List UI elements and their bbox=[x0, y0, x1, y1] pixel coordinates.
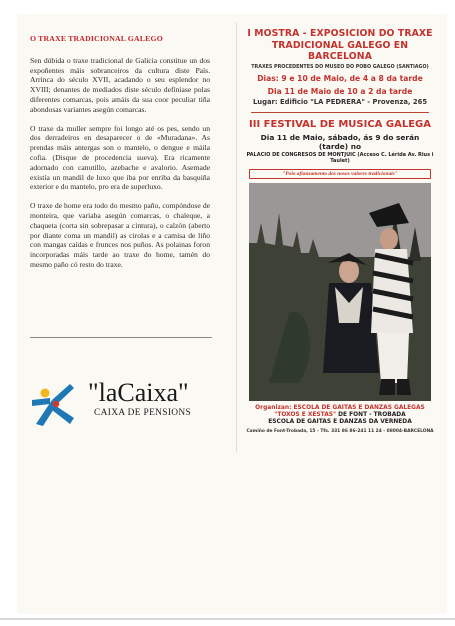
exhibition-subtitle: TRAXES PROCEDENTES DO MUSEO DO POBO GALEGO (SANTIAGO) bbox=[251, 64, 429, 70]
address-line: Camiño de Font-Trobada, 15 - Tfs. 331 86 86-241 11 24 - 08004-BARCELONA bbox=[246, 429, 434, 435]
right-column bbox=[245, 28, 435, 434]
exhibition-title-2: TRADICIONAL GALEGO EN BARCELONA bbox=[271, 39, 409, 62]
festival-date: Dia 11 de Maio, sábado, ás 9 do serán (tarde) no bbox=[260, 132, 420, 151]
paragraph-3: O traxe de home era todo do mesmo paño, compóndose de monteira, que variaba asegún comarcas, o chaleque, a chaqueta (corta sin sobrepasar a cintura), o calzón (aberto por diante coma un mandil) as cirolas e a camisa de liño con mangas caídas e frunces nos puños. As polainas foron incorporadas máis tarde ao traxe do home, tamén do mesmo paño có resto do traxe. bbox=[30, 201, 210, 269]
separator-rule bbox=[30, 337, 212, 338]
dates-line-1: Dias: 9 e 10 de Maio, de 4 a 8 da tarde bbox=[257, 73, 423, 83]
festival-place: PALACIO DE CONGRESOS DE MONTJUIC (Acceso C. Lérida Av. Rius i Taulet) bbox=[246, 151, 434, 164]
organizers-line-2 bbox=[245, 412, 435, 419]
festival-title: III FESTIVAL DE MUSICA GALEGA bbox=[249, 118, 431, 130]
motto-banner: "Polo afianzamento dos nosos valores tradicionais" bbox=[249, 169, 431, 179]
left-title: O TRAXE TRADICIONAL GALEGO bbox=[30, 34, 163, 43]
scan-edge bbox=[0, 618, 455, 620]
paragraph-1: Sen dúbida o traxe tradicional de Galicia constitue un dos expoñentes máis sobranceiros da cultura diste País. Arrinca do século XVII, acadando o seu esplendor no XVIII; denantes de mediados diste século defíniase polas diferentes comarcas, pois amáis da sua coor peculiar tiña abondosas variantes asegún comarcas. bbox=[30, 55, 210, 114]
location-line: Lugar: Edificio "LA PEDRERA" - Provenza, 265 bbox=[252, 97, 428, 106]
organizers-line-3: ESCOLA DE GAITAS E DANZAS DA VERNEDA bbox=[268, 418, 412, 425]
left-column bbox=[30, 34, 210, 279]
lacaixa-star-icon bbox=[30, 380, 82, 426]
fold-line bbox=[236, 22, 237, 452]
organizers-line-1: Organizan: ESCOLA DE GAITAS E DANZAS GALEGAS bbox=[255, 404, 425, 411]
logo-name: "laCaixa" bbox=[88, 378, 189, 407]
red-rule bbox=[251, 112, 429, 113]
exhibition-title-1: I MOSTRA - EXPOSICION DO TRAXE bbox=[247, 28, 433, 39]
costume-photo bbox=[249, 183, 431, 401]
lacaixa-logo bbox=[30, 380, 220, 426]
photo-illustration bbox=[249, 183, 431, 401]
group-name-rest: DE FONT - TROBADA bbox=[338, 411, 406, 418]
group-name-red: "TOXOS E XESTAS" bbox=[274, 411, 337, 418]
dates-line-2: Dia 11 de Maio de 10 a 2 da tarde bbox=[267, 87, 413, 96]
paragraph-2: O traxe da muller sempre foi longo até os pes, sendo un dos derradeiros en desaparecer o de «Muradana». As prendas máis antergas son o mantelo, o dengue e máila cofia. (Disque de procedencia sueva). Era ricamente adornado con canutillo, azebache e avalorio. Asemade existía un mandil de luxo que iba por enriba da basquiña exterior e do mantelo, pro era de superluxo. bbox=[30, 123, 210, 192]
logo-subtitle: CAIXA DE PENSIONS bbox=[94, 408, 192, 418]
